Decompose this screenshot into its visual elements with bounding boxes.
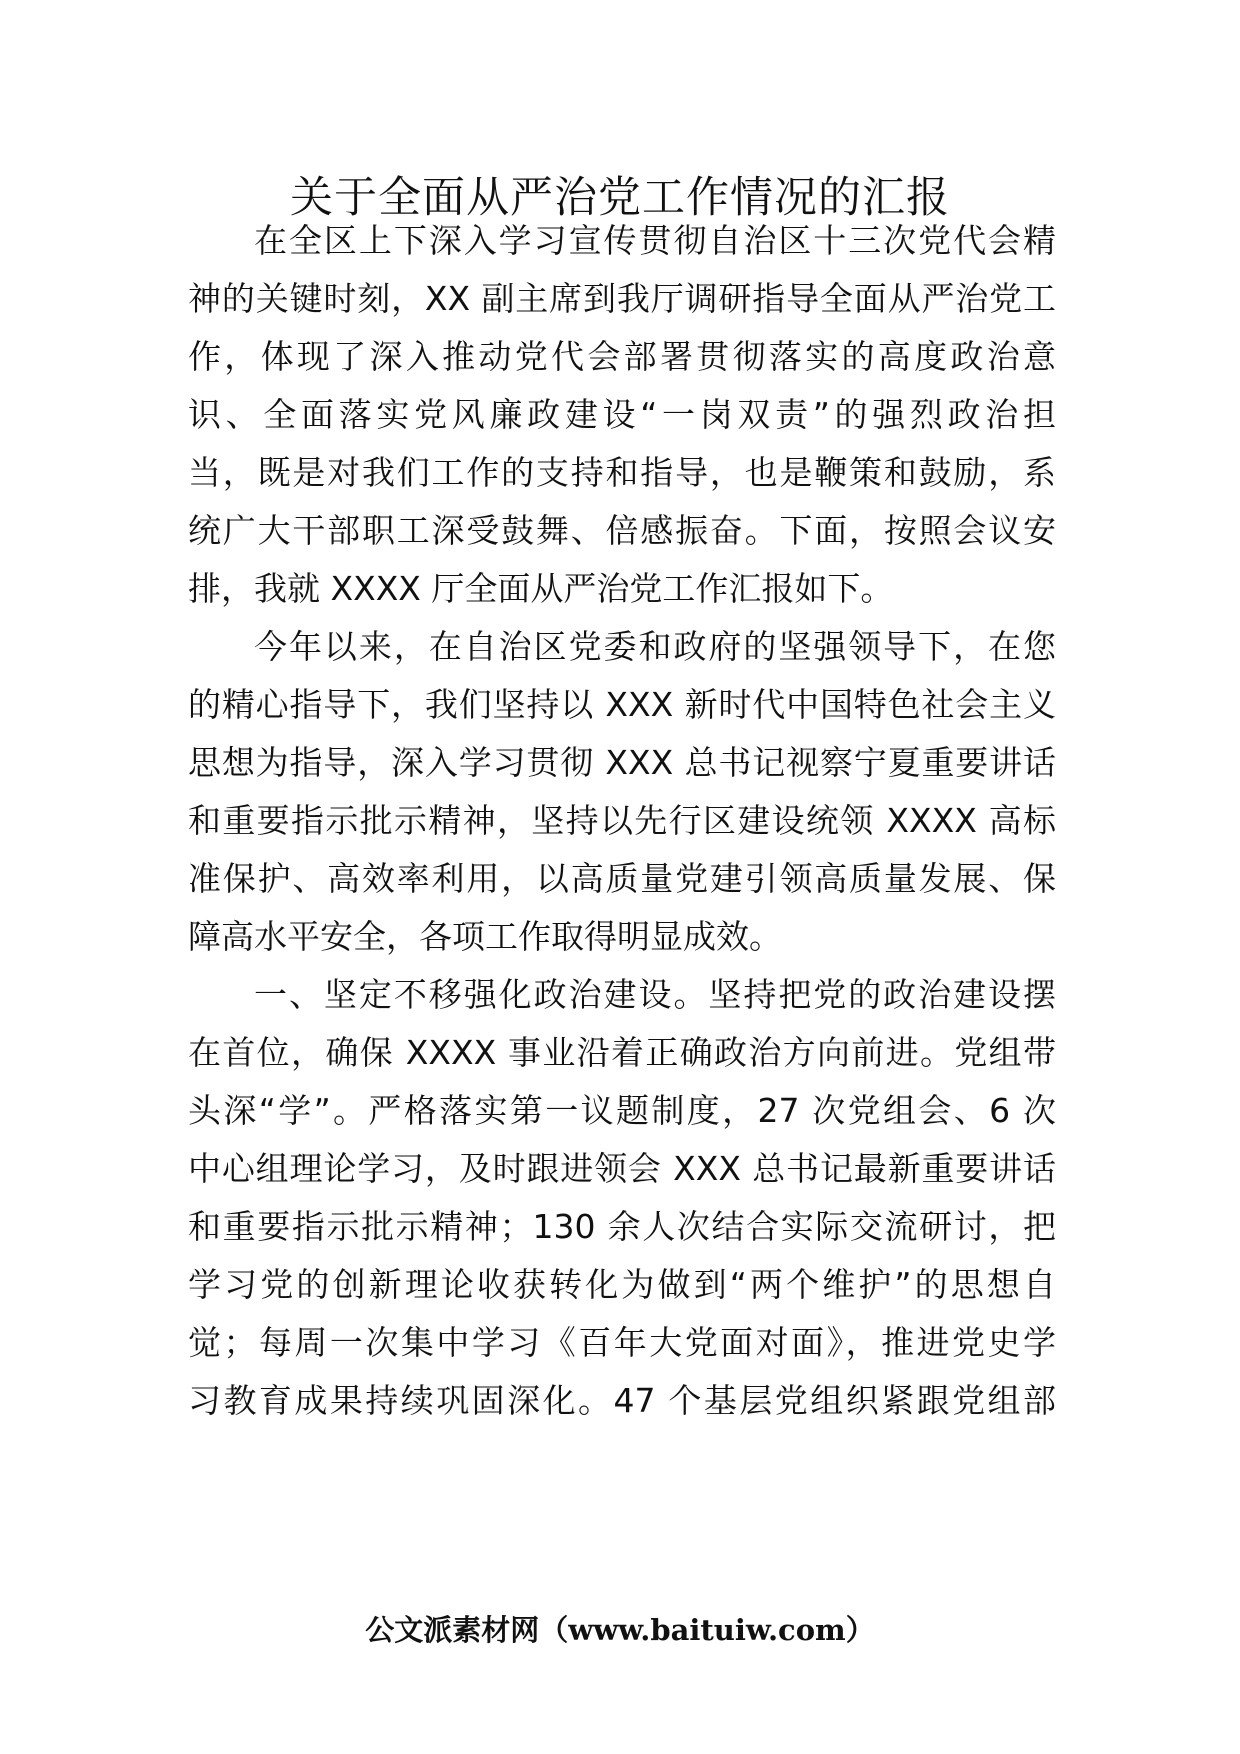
paragraph-line: 一、坚定不移强化政治建设。坚持把党的政治建设摆 <box>254 975 1056 1014</box>
paragraph-line: 作，体现了深入推动党代会部署贯彻落实的高度政治意 <box>188 337 1056 376</box>
paragraph-line: 准保护、高效率利用，以高质量党建引领高质量发展、保 <box>188 859 1056 898</box>
paragraph-line: 思想为指导，深入学习贯彻 XXX 总书记视察宁夏重要讲话 <box>188 743 1056 782</box>
paragraph-line: 中心组理论学习，及时跟进领会 XXX 总书记最新重要讲话 <box>188 1149 1056 1188</box>
paragraph-line: 在全区上下深入学习宣传贯彻自治区十三次党代会精 <box>254 221 1056 260</box>
paragraph-line: 障高水平安全，各项工作取得明显成效。 <box>188 917 782 956</box>
footer-watermark: 公文派素材网（www.baituiw.com） <box>365 1613 875 1647</box>
paragraph-line: 识、全面落实党风廉政建设“一岗双责”的强烈政治担 <box>188 395 1056 434</box>
paragraph-line: 今年以来，在自治区党委和政府的坚强领导下，在您 <box>254 627 1056 666</box>
paragraph-line: 和重要指示批示精神，坚持以先行区建设统领 XXXX 高标 <box>188 801 1056 840</box>
paragraph-line: 和重要指示批示精神；130 余人次结合实际交流研讨，把 <box>188 1207 1056 1246</box>
paragraph-line: 觉；每周一次集中学习《百年大党面对面》，推进党史学 <box>188 1323 1056 1362</box>
paragraph-line: 神的关键时刻，XX 副主席到我厅调研指导全面从严治党工 <box>188 279 1056 318</box>
paragraph-line: 头深“学”。严格落实第一议题制度，27 次党组会、6 次 <box>188 1091 1056 1130</box>
paragraph-line: 学习党的创新理论收获转化为做到“两个维护”的思想自 <box>188 1265 1056 1304</box>
paragraph-line: 的精心指导下，我们坚持以 XXX 新时代中国特色社会主义 <box>188 685 1056 724</box>
paragraph-line: 当，既是对我们工作的支持和指导，也是鞭策和鼓励，系 <box>188 453 1056 492</box>
paragraph-line: 排，我就 XXXX 厅全面从严治党工作汇报如下。 <box>188 569 894 608</box>
document-title: 关于全面从严治党工作情况的汇报 <box>290 173 950 223</box>
paragraph-line: 在首位，确保 XXXX 事业沿着正确政治方向前进。党组带 <box>188 1033 1056 1072</box>
paragraph-line: 统广大干部职工深受鼓舞、倍感振奋。下面，按照会议安 <box>188 511 1056 550</box>
paragraph-line: 习教育成果持续巩固深化。47 个基层党组织紧跟党组部 <box>188 1381 1056 1420</box>
